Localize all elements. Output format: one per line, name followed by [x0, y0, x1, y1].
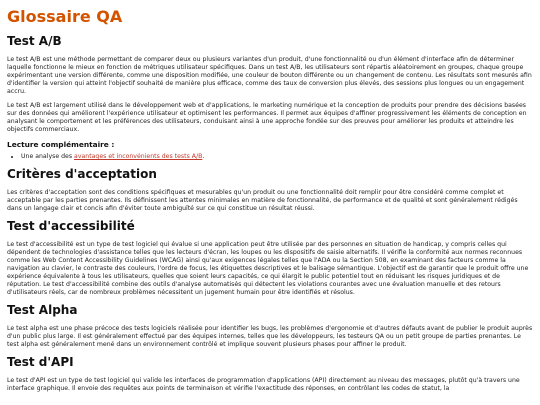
entry-heading-alpha-testing: Test Alpha	[7, 303, 78, 317]
further-reading-suffix: .	[202, 153, 205, 160]
entry-ab-testing	[7, 34, 533, 161]
page-title: Glossaire QA	[7, 7, 123, 26]
entry-heading-acceptance-criteria: Critères d'acceptation	[7, 167, 157, 181]
entry-paragraph: Le test alpha est une phase précoce des tests logiciels réalisée pour identifier les bugs, les problèmes d'ergonomie et d'autres défauts avant de publier le produit auprès d'un public plus large. Il est généralement effectué par des équipes internes, telles que les développeurs, les testeurs QA ou un petit groupe de parties prenantes. Le test alpha est généralement mené dans un environnement contrôlé et implique souvent plusieurs phases pour affiner le produit.	[7, 325, 533, 348]
list-item	[21, 153, 533, 161]
entry-paragraph: Les critères d'acceptation sont des conditions spécifiques et mesurables qu'un produit ou une fonctionnalité doit remplir pour être considéré comme complet et acceptable par les parties prenantes. Ils définissent les attentes minimales en matière de fonctionnalité, de performance et de qualité et sont généralement rédigés dans un langage clair et concis afin d'éviter toute ambiguïté sur ce qui constitue un résultat réussi.	[7, 189, 518, 212]
further-reading-prefix: Une analyse des	[21, 153, 75, 160]
entry-alpha-testing	[7, 303, 533, 349]
entry-api-testing	[7, 355, 533, 393]
entry-acceptance-criteria	[7, 167, 533, 213]
further-reading-heading: Lecture complémentaire :	[7, 140, 115, 149]
entry-heading-accessibility-testing: Test d'accessibilité	[7, 219, 135, 233]
entry-paragraph: Le test A/B est largement utilisé dans le développement web et d'applications, le marketing numérique et la conception de produits pour prendre des décisions basées sur des données qui améliorent l'expérience utilisateur et optimisent les performances. Il permet aux équipes d'affiner progressivement les éléments de conception en analysant le comportement et les préférences des utilisateurs, conduisant ainsi à une approche fondée sur des preuves pour améliorer les produits et atteindre les objectifs commerciaux.	[7, 102, 527, 133]
entry-paragraph: Le test d'accessibilité est un type de test logiciel qui évalue si une application peut être utilisée par des personnes en situation de handicap, y compris celles qui dépendent de technologies d'assistance telles que les lecteurs d'écran, les loupes ou les dispositifs de saisie alternatifs. Il vérifie la conformité aux normes reconnues comme les Web Content Accessibility Guidelines (WCAG) ainsi qu'aux exigences légales telles que l'ADA ou la Section 508, en examinant des facteurs comme la navigation au clavier, le contraste des couleurs, l'ordre de focus, les étiquettes descriptives et le balisage sémantique. L'objectif est de garantir que le produit offre une expérience équivalente à tous les utilisateurs, quelles que soient leurs capacités, ce qui élargit le public potentiel tout en réduisant les risques juridiques et de réputation. Le test d'accessibilité combine des outils d'analyse automatisés qui détectent les violations courantes avec une évaluation manuelle et des retours d'utilisateurs réels, car de nombreux problèmes nécessitent un jugement humain pour être identifiés et résolus.	[7, 241, 529, 296]
ab-pros-cons-link[interactable]: avantages et inconvénients des tests A/B	[74, 153, 203, 160]
entry-paragraph: Le test A/B est une méthode permettant de comparer deux ou plusieurs variantes d'un produit, d'une fonctionnalité ou d'un élément d'interface afin de déterminer laquelle fonctionne le mieux en fonction de métriques utilisateur spécifiques. Dans un test A/B, les utilisateurs sont répartis aléatoirement en groupes, chaque groupe expérimentant une version différente, comme une disposition modifiée, une couleur de bouton différente ou un changement de contenu. Les résultats sont mesurés afin d'identifier la version qui atteint l'objectif souhaité de manière plus efficace, comme des taux de conversion plus élevés, des sessions plus longues ou un engagement accru.	[7, 56, 532, 95]
entry-paragraph: Le test d'API est un type de test logiciel qui valide les interfaces de programmation d'applications (API) directement au niveau des messages, plutôt qu'à travers une interface graphique. Il envoie des requêtes aux points de terminaison et vérifie l'exactitude des réponses, en contrôlant les codes de statut, la	[7, 377, 520, 392]
entry-heading-api-testing: Test d'API	[7, 355, 74, 369]
entry-heading-ab-testing: Test A/B	[7, 34, 62, 48]
further-reading-list	[7, 153, 533, 161]
entry-accessibility-testing	[7, 219, 533, 297]
